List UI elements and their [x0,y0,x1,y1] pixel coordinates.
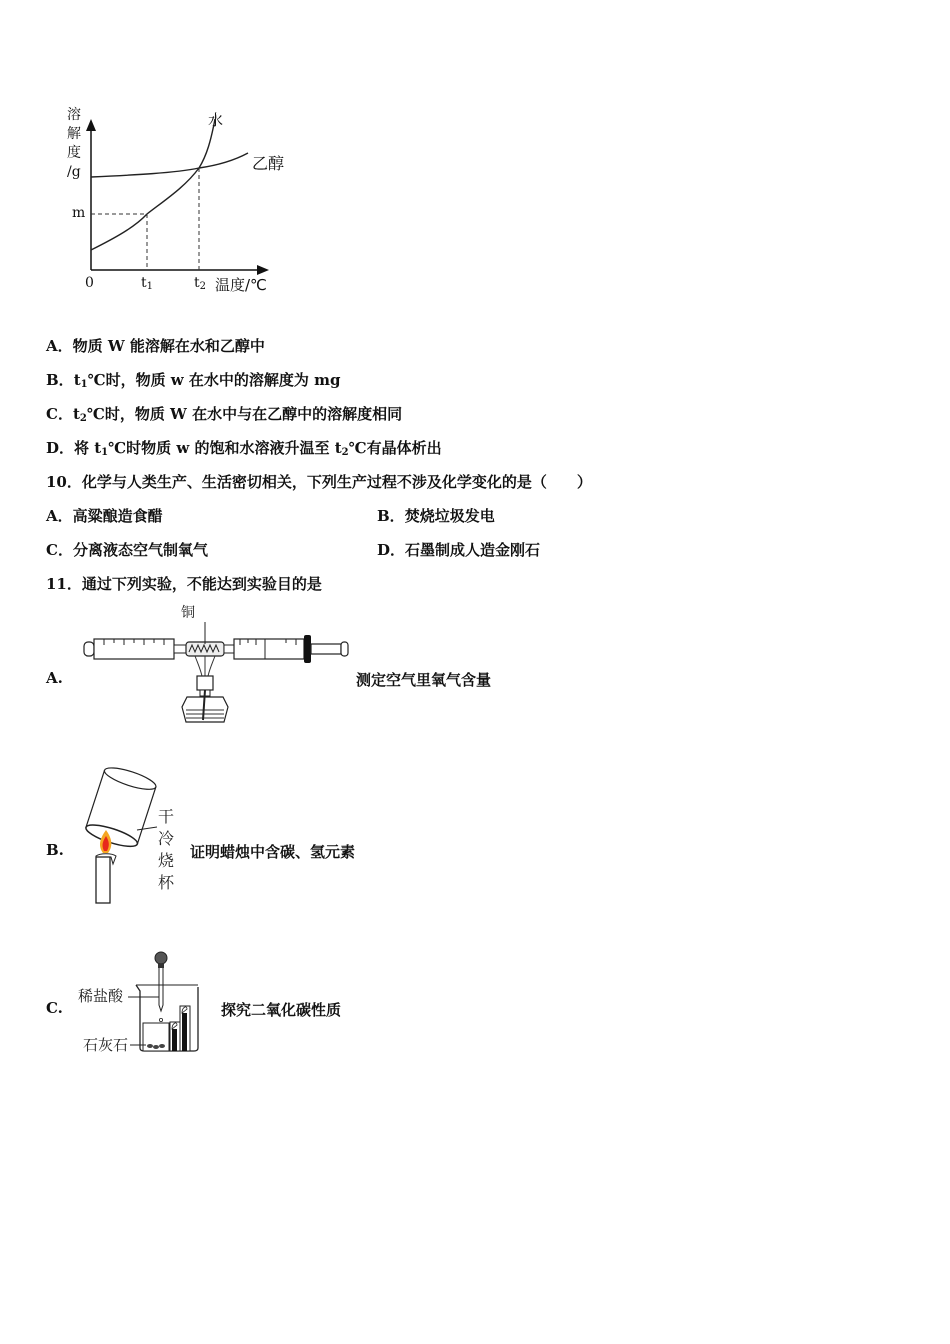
option-text: ℃时，物质 w 在水中的溶解度为 mg [87,371,341,389]
q11-stem: 11．通过下列实验，不能达到实验目的是 [46,575,322,593]
q11-option-a-caption: 测定空气里氧气含量 [356,671,492,689]
q9-option-b [46,370,341,395]
m-tick-label: m [72,205,86,221]
q10-option-b [377,506,495,526]
origin-label: 0 [85,275,94,291]
option-letter: B． [377,507,405,525]
y-label-char: 度 [67,145,81,161]
water-curve-label: 水 [208,111,224,129]
q10-option-d [377,540,540,560]
label-char: 杯 [158,873,175,892]
option-letter: C． [46,405,73,423]
y-label-char: 解 [67,126,81,142]
dry-cold-beaker-label [158,806,174,894]
q10-stem: 10．化学与人类生产、生活密切相关，下列生产过程不涉及化学变化的是（ ） [46,473,592,491]
q10-option-a [46,506,163,526]
option-text: ℃时物质 w 的饱和水溶液升温至 t [108,439,342,457]
option-letter: B． [46,371,74,389]
label-char: 烧 [158,851,175,870]
t1-tick-label: $t_1$ [141,275,154,292]
option-letter: A． [46,507,73,525]
syringe-copper-apparatus-figure [80,602,355,727]
candle-beaker-figure [75,765,185,910]
subscript: 2 [341,447,349,458]
q11-option-c-letter: C. [46,999,63,1017]
limestone-label: 石灰石 [83,1036,129,1054]
option-text: ℃有晶体析出 [348,439,442,457]
subscript: 1 [101,447,109,458]
y-axis-label [67,106,85,182]
option-text: 分离液态空气制氧气 [72,541,208,559]
dilute-hcl-label: 稀盐酸 [78,987,124,1005]
option-text: 将 t [74,439,102,457]
t2-tick-label: $t_2$ [194,275,207,292]
label-char: 冷 [158,829,175,848]
option-text: t [72,405,80,423]
q11-option-b-caption: 证明蜡烛中含碳、氢元素 [190,843,356,861]
q11-option-b-letter: B. [46,841,64,859]
option-text: 物质 W 能溶解在水和乙醇中 [72,337,265,355]
y-label-unit: /g [67,164,81,180]
q11-option-c-caption: 探究二氧化碳性质 [221,1001,342,1019]
subscript: 2 [79,413,87,424]
subscript: 1 [80,379,88,390]
option-letter: D． [377,541,406,559]
solubility-chart [55,105,305,300]
y-label-char: 溶 [67,107,81,123]
x-axis-label: 温度/℃ [215,276,267,294]
q9-option-a [46,336,265,356]
option-text: 焚烧垃圾发电 [404,507,495,525]
q11-option-a-letter: A. [46,669,63,687]
option-text: 石墨制成人造金刚石 [405,541,541,559]
q9-option-d [46,438,442,463]
option-letter: C． [46,541,73,559]
solubility-chart-svg [55,105,305,300]
co2-property-figure [78,945,218,1057]
ethanol-curve-label: 乙醇 [252,154,285,173]
option-letter: D． [46,439,75,457]
option-text: 高粱酿造食醋 [72,507,163,525]
copper-label: 铜 [181,605,195,621]
option-text: t [73,371,81,389]
q9-option-c [46,404,402,429]
option-text: ℃时，物质 W 在水中与在乙醇中的溶解度相同 [86,405,403,423]
option-letter: A． [46,337,73,355]
label-char: 干 [158,807,175,826]
q10-option-c [46,540,208,560]
